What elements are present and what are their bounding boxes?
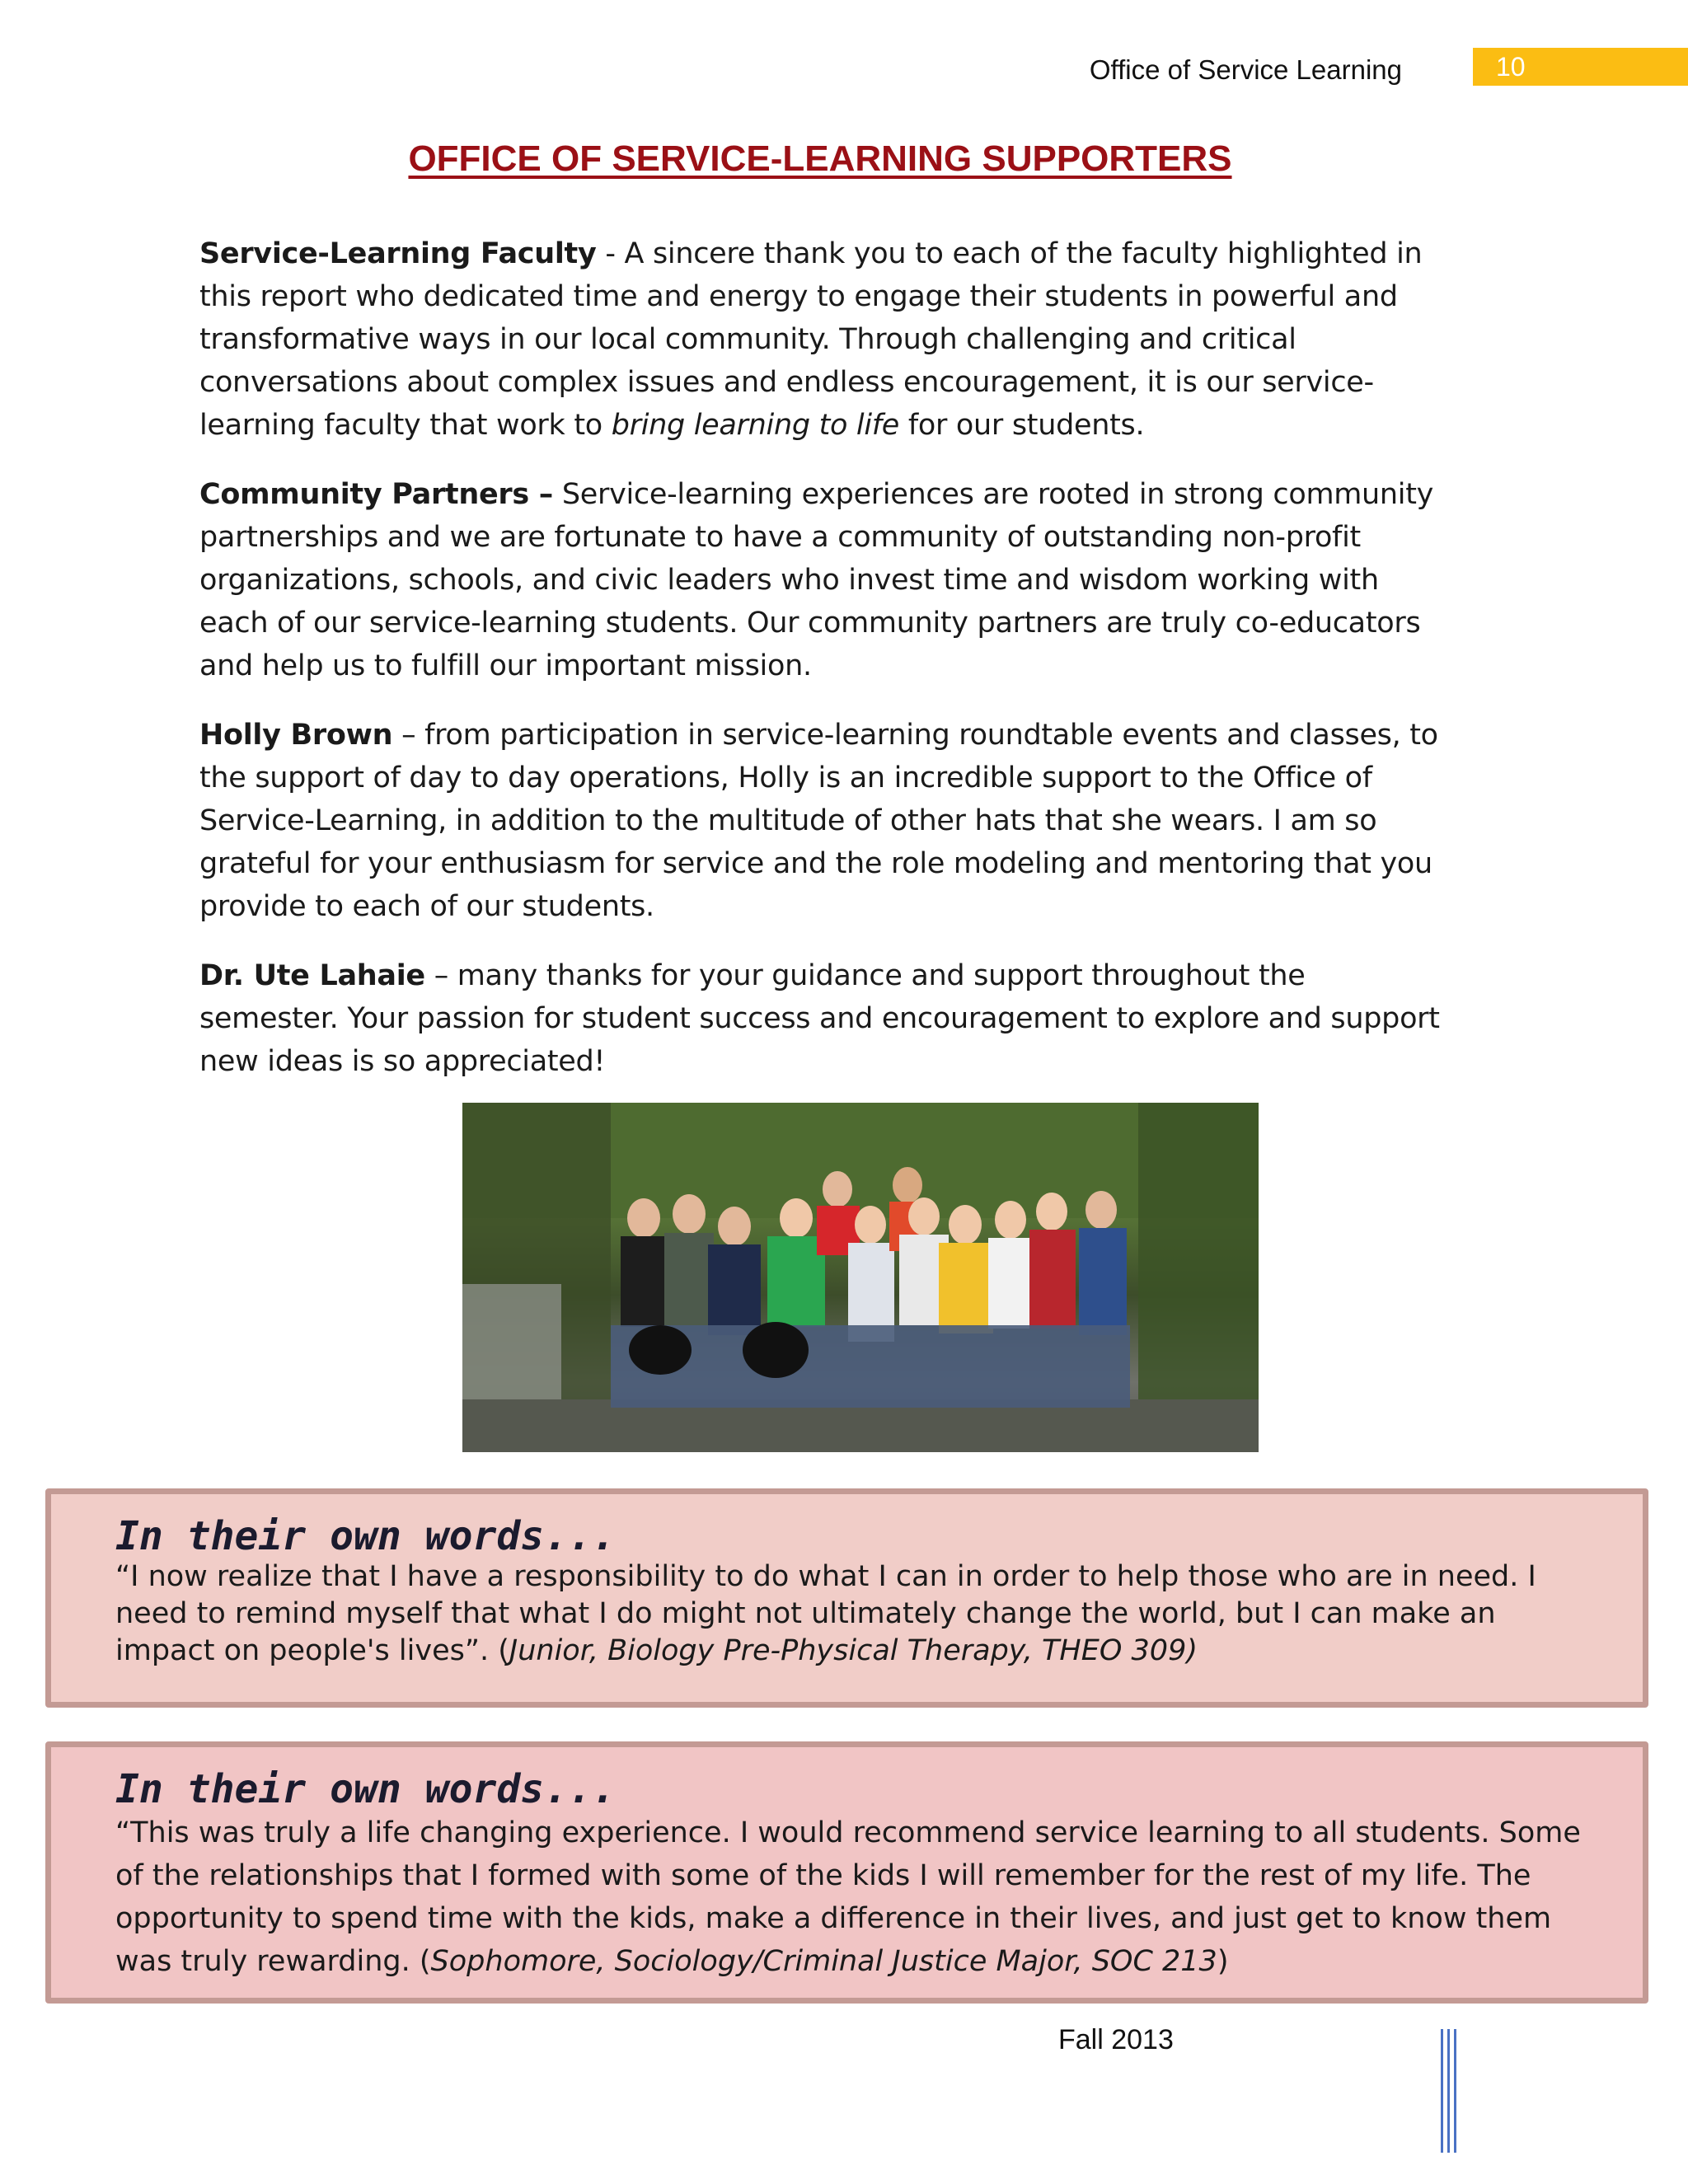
lahaie-text: – many thanks for your guidance and support throughout the semester. Your passion for student success and encouragement to explore and support new ideas is so appreciated! <box>199 959 1440 1078</box>
quote-attribution: Junior, Biology Pre-Physical Therapy, THEO 309) <box>509 1634 1198 1667</box>
header-title: Office of Service Learning <box>1089 54 1402 85</box>
holly-paragraph <box>199 714 1452 928</box>
faculty-text: A sincere thank you to each of the faculty highlighted in this report who dedicated time and energy to engage their students in powerful and transformative ways in our local community. Through challenging and critical conversations about complex issues and endless encouragement, it is our service-learning faculty that work to <box>199 237 1423 442</box>
quote-heading: In their own words... <box>115 1766 616 1812</box>
supporters-content <box>199 232 1452 1109</box>
footer-rule-lines <box>1440 2029 1460 2153</box>
footer-semester: Fall 2013 <box>1058 2024 1174 2055</box>
quote-box-2 <box>45 1741 1648 2004</box>
partners-heading: Community Partners – <box>199 478 553 511</box>
faculty-heading: Service-Learning Faculty <box>199 237 597 270</box>
faculty-paragraph <box>199 232 1452 447</box>
partners-text: Service-learning experiences are rooted in strong community partnerships and we are fortunate to have a community of outstanding non-profit organizations, schools, and civic leaders who invest time and wisdom working with each of our service-learning students. Our community partners are truly co-educators and help us to fulfill our important mission. <box>199 478 1434 682</box>
faculty-separator: - <box>596 237 625 270</box>
quote-text <box>115 1811 1587 1983</box>
page-header <box>0 48 1688 89</box>
quote-text <box>115 1558 1587 1670</box>
group-photo <box>462 1103 1259 1452</box>
holly-heading: Holly Brown <box>199 719 393 752</box>
page-title: OFFICE OF SERVICE-LEARNING SUPPORTERS <box>408 138 1232 179</box>
quote-closing: ) <box>1217 1945 1229 1978</box>
quote-body: “I now realize that I have a responsibility to do what I can in order to help those who are in need. I need to remind myself that what I do might not ultimately change the world, but I can make an impact on people's lives”. ( <box>115 1560 1536 1667</box>
quote-attribution: Sophomore, Sociology/Criminal Justice Major, SOC 213 <box>430 1945 1217 1978</box>
partners-paragraph <box>199 473 1452 687</box>
holly-text: – from participation in service-learning roundtable events and classes, to the support of day to day operations, Holly is an incredible support to the Office of Service-Learning, in addition to the multitude of other hats that she wears. I am so grateful for your enthusiasm for service and the role modeling and mentoring that you provide to each of our students. <box>199 719 1438 923</box>
lahaie-paragraph <box>199 954 1452 1083</box>
page-number-badge: 10 <box>1473 48 1688 86</box>
faculty-italic: bring learning to life <box>611 409 900 442</box>
lahaie-heading: Dr. Ute Lahaie <box>199 959 425 992</box>
quote-box-1 <box>45 1488 1648 1708</box>
quote-heading: In their own words... <box>115 1513 616 1559</box>
faculty-text-end: for our students. <box>899 409 1145 442</box>
quote-body: “This was truly a life changing experience. I would recommend service learning to all students. Some of the relationships that I formed with some of the kids I will remember for the rest of my life. The opportunity to spend time with the kids, make a difference in their lives, and just get to know them was truly rewarding. ( <box>115 1816 1581 1978</box>
